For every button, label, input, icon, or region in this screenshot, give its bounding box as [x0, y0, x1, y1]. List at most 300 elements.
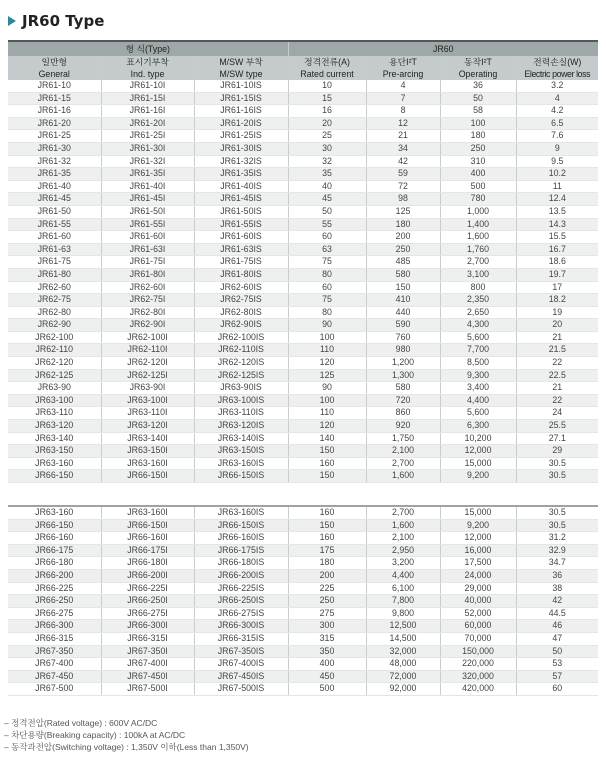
table-cell: 4,300 — [440, 319, 516, 332]
table-cell: 2,700 — [440, 256, 516, 269]
table-cell: 21 — [366, 130, 440, 143]
table-cell: 9,300 — [440, 369, 516, 382]
table-cell: 180 — [366, 218, 440, 231]
table-cell: 22.5 — [516, 369, 598, 382]
section-title — [8, 11, 104, 31]
table-cell: JR61-35I — [101, 168, 194, 181]
table-cell: 1,400 — [440, 218, 516, 231]
table-cell: 980 — [366, 344, 440, 357]
table-cell: JR67-350IS — [194, 645, 288, 658]
table-cell: 4.2 — [516, 105, 598, 118]
table-cell: 18.2 — [516, 294, 598, 307]
table-cell: JR61-80IS — [194, 268, 288, 281]
table-cell: JR63-150IS — [194, 445, 288, 458]
table-cell: 50 — [516, 645, 598, 658]
table-cell: 11 — [516, 180, 598, 193]
table-cell: JR61-10I — [101, 80, 194, 92]
table-cell: 5,600 — [440, 407, 516, 420]
table-cell: 9,200 — [440, 519, 516, 532]
table-cell: JR66-250IS — [194, 595, 288, 608]
table-cell: 250 — [366, 243, 440, 256]
table-cell: 9.5 — [516, 155, 598, 168]
table-cell: JR66-175IS — [194, 544, 288, 557]
table-cell: JR61-35 — [8, 168, 101, 181]
table-cell: JR63-160 — [8, 457, 101, 470]
table-cell: JR62-125IS — [194, 369, 288, 382]
table-cell: 4 — [516, 92, 598, 105]
table-row — [8, 319, 598, 332]
table-cell: JR66-225I — [101, 582, 194, 595]
jr60-group-header: JR60 — [288, 41, 598, 56]
table-cell: JR66-275IS — [194, 607, 288, 620]
table-row — [8, 394, 598, 407]
table-cell: 7.6 — [516, 130, 598, 143]
spec-notes — [4, 717, 249, 753]
table-cell: JR66-180IS — [194, 557, 288, 570]
table-cell: 19 — [516, 306, 598, 319]
table-cell: JR61-15I — [101, 92, 194, 105]
col-operating-ko: 동작I²T — [440, 56, 516, 68]
table-row — [8, 670, 598, 683]
table-cell: JR63-120 — [8, 420, 101, 433]
table-cell: 22 — [516, 394, 598, 407]
table-cell: 45 — [288, 193, 366, 206]
note-breaking-capacity: – 차단용량(Breaking capacity) : 100kA at AC/DC — [4, 730, 186, 740]
table-cell: JR62-80I — [101, 306, 194, 319]
table-cell: JR62-75 — [8, 294, 101, 307]
table-cell: 24,000 — [440, 569, 516, 582]
table-cell: 30 — [288, 142, 366, 155]
table-cell: JR67-500 — [8, 683, 101, 696]
table-cell: JR61-15 — [8, 92, 101, 105]
table-cell: 3.2 — [516, 80, 598, 92]
table-cell: 48,000 — [366, 658, 440, 671]
table-cell: 110 — [288, 407, 366, 420]
table-row — [8, 506, 598, 519]
table-cell: JR66-200I — [101, 569, 194, 582]
table-cell: 440 — [366, 306, 440, 319]
table-cell: 7,700 — [440, 344, 516, 357]
table-cell: JR62-100I — [101, 331, 194, 344]
table-cell: 125 — [288, 369, 366, 382]
table-cell: 2,100 — [366, 532, 440, 545]
table-cell: JR61-45I — [101, 193, 194, 206]
table-cell: 100 — [440, 117, 516, 130]
table-row — [8, 92, 598, 105]
table-cell: 25.5 — [516, 420, 598, 433]
table-cell: JR63-160 — [8, 506, 101, 519]
note-switching-voltage: – 동작과전압(Switching voltage) : 1,350V 이하(Less than 1,350V) — [4, 742, 249, 752]
table-cell: JR63-100IS — [194, 394, 288, 407]
table-cell: 580 — [366, 382, 440, 395]
table-row — [8, 457, 598, 470]
table-row — [8, 645, 598, 658]
table-cell: 410 — [366, 294, 440, 307]
table-cell: 6,300 — [440, 420, 516, 433]
table-row — [8, 218, 598, 231]
table-cell: 7 — [366, 92, 440, 105]
table-cell: JR61-25IS — [194, 130, 288, 143]
table-cell: 12 — [366, 117, 440, 130]
table-cell: 59 — [366, 168, 440, 181]
table-cell: 500 — [440, 180, 516, 193]
table-cell: JR62-90 — [8, 319, 101, 332]
table-cell: 92,000 — [366, 683, 440, 696]
triangle-bullet-icon — [8, 16, 16, 26]
table-cell: JR62-100IS — [194, 331, 288, 344]
table-cell: 180 — [288, 557, 366, 570]
table-row — [8, 557, 598, 570]
table-cell: JR63-160IS — [194, 457, 288, 470]
table-cell: JR67-450IS — [194, 670, 288, 683]
table-cell: 80 — [288, 306, 366, 319]
table-cell: JR63-160I — [101, 506, 194, 519]
table-cell: JR62-110IS — [194, 344, 288, 357]
table-cell: 32.9 — [516, 544, 598, 557]
table-cell: 16.7 — [516, 243, 598, 256]
table-cell: JR66-150I — [101, 470, 194, 483]
table-cell: JR62-60 — [8, 281, 101, 294]
table-cell: JR62-90I — [101, 319, 194, 332]
table-cell: 15 — [288, 92, 366, 105]
table-cell: JR66-175I — [101, 544, 194, 557]
table-cell: 400 — [440, 168, 516, 181]
table-cell: 1,000 — [440, 205, 516, 218]
table-row — [8, 519, 598, 532]
table-cell: JR61-16 — [8, 105, 101, 118]
table-cell: 10 — [288, 80, 366, 92]
table-cell: JR61-32 — [8, 155, 101, 168]
table-cell: 250 — [440, 142, 516, 155]
table-cell: JR63-100 — [8, 394, 101, 407]
table-cell: JR66-300 — [8, 620, 101, 633]
table-cell: JR62-125 — [8, 369, 101, 382]
table-cell: 27.1 — [516, 432, 598, 445]
table-row — [8, 582, 598, 595]
table-cell: JR66-150IS — [194, 470, 288, 483]
table-cell: JR62-100 — [8, 331, 101, 344]
table-row — [8, 658, 598, 671]
table-cell: 2,700 — [366, 506, 440, 519]
table-cell: JR61-20 — [8, 117, 101, 130]
table-cell: 17,500 — [440, 557, 516, 570]
table-row — [8, 243, 598, 256]
table-cell: JR61-63I — [101, 243, 194, 256]
table-row — [8, 231, 598, 244]
table-cell: 125 — [366, 205, 440, 218]
table-cell: 1,750 — [366, 432, 440, 445]
section-title-text: JR60 Type — [22, 12, 105, 30]
table-cell: JR62-60I — [101, 281, 194, 294]
type-group-header: 형 식(Type) — [8, 41, 288, 56]
table-row — [8, 256, 598, 269]
table-row — [8, 130, 598, 143]
table-cell: 42 — [516, 595, 598, 608]
table-cell: JR66-160I — [101, 532, 194, 545]
table-cell: 55 — [288, 218, 366, 231]
table-cell: JR62-110I — [101, 344, 194, 357]
table-row — [8, 344, 598, 357]
col-prearc-ko: 용단I²T — [366, 56, 440, 68]
table-cell: JR62-60IS — [194, 281, 288, 294]
table-cell: JR61-63IS — [194, 243, 288, 256]
table-cell: 50 — [440, 92, 516, 105]
table-cell: JR63-100I — [101, 394, 194, 407]
table-cell: 12.4 — [516, 193, 598, 206]
table-cell: 225 — [288, 582, 366, 595]
table-body-1 — [8, 80, 598, 483]
table-cell: JR61-25I — [101, 130, 194, 143]
table-cell: 300 — [288, 620, 366, 633]
table-cell: 160 — [288, 457, 366, 470]
table-cell: JR66-180 — [8, 557, 101, 570]
table-cell: JR67-450 — [8, 670, 101, 683]
table-cell: 2,700 — [366, 457, 440, 470]
table-cell: 760 — [366, 331, 440, 344]
col-operating-en: Operating — [440, 68, 516, 80]
table-cell: 100 — [288, 394, 366, 407]
table-cell: JR61-80 — [8, 268, 101, 281]
table-cell: 30.5 — [516, 457, 598, 470]
table-cell: JR66-150IS — [194, 519, 288, 532]
table-cell: JR61-35IS — [194, 168, 288, 181]
table-cell: 15,000 — [440, 457, 516, 470]
table-cell: JR63-150 — [8, 445, 101, 458]
table-cell: 4,400 — [440, 394, 516, 407]
table-cell: JR61-55I — [101, 218, 194, 231]
table-row — [8, 620, 598, 633]
table-cell: 90 — [288, 319, 366, 332]
table-cell: 46 — [516, 620, 598, 633]
table-cell: 12,000 — [440, 532, 516, 545]
table-cell: 3,400 — [440, 382, 516, 395]
table-cell: 18.6 — [516, 256, 598, 269]
table-cell: 4 — [366, 80, 440, 92]
table-cell: 9,200 — [440, 470, 516, 483]
table-row — [8, 407, 598, 420]
table-cell: 36 — [516, 569, 598, 582]
table-row — [8, 532, 598, 545]
table-cell: 53 — [516, 658, 598, 671]
table-cell: JR63-110IS — [194, 407, 288, 420]
table-cell: 150 — [366, 281, 440, 294]
table-cell: JR61-55 — [8, 218, 101, 231]
table-cell: 250 — [288, 595, 366, 608]
table-cell: 29,000 — [440, 582, 516, 595]
table-cell: 60 — [288, 231, 366, 244]
table-cell: 13.5 — [516, 205, 598, 218]
table-cell: JR61-63 — [8, 243, 101, 256]
table-cell: 34 — [366, 142, 440, 155]
table-cell: 30.5 — [516, 506, 598, 519]
table-cell: JR61-60I — [101, 231, 194, 244]
table-row — [8, 193, 598, 206]
table-row — [8, 683, 598, 696]
table-row — [8, 420, 598, 433]
table-cell: JR66-315 — [8, 632, 101, 645]
table-cell: 485 — [366, 256, 440, 269]
table-cell: JR61-10IS — [194, 80, 288, 92]
table-cell: JR66-315IS — [194, 632, 288, 645]
table-cell: JR61-55IS — [194, 218, 288, 231]
table-cell: 60 — [516, 683, 598, 696]
table-row — [8, 357, 598, 370]
table-cell: 1,600 — [366, 470, 440, 483]
table-cell: JR61-40 — [8, 180, 101, 193]
table-body-2 — [8, 506, 598, 695]
table-cell: 32,000 — [366, 645, 440, 658]
table-cell: 9,800 — [366, 607, 440, 620]
table-cell: 75 — [288, 256, 366, 269]
table-cell: JR61-60 — [8, 231, 101, 244]
table-cell: JR63-90 — [8, 382, 101, 395]
table-cell: 5,600 — [440, 331, 516, 344]
table-cell: 14,500 — [366, 632, 440, 645]
table-cell: 350 — [288, 645, 366, 658]
col-ind-ko: 표시기부착 — [101, 56, 194, 68]
table-cell: 24 — [516, 407, 598, 420]
col-msw-en: M/SW type — [194, 68, 288, 80]
table-cell: JR67-400I — [101, 658, 194, 671]
table-cell: 72,000 — [366, 670, 440, 683]
table-cell: JR61-25 — [8, 130, 101, 143]
table-cell: JR66-180I — [101, 557, 194, 570]
table-cell: 1,300 — [366, 369, 440, 382]
table-cell: JR61-45 — [8, 193, 101, 206]
table-cell: JR63-140I — [101, 432, 194, 445]
table-cell: 110 — [288, 344, 366, 357]
table-cell: 10.2 — [516, 168, 598, 181]
table-cell: 31.2 — [516, 532, 598, 545]
table-cell: 10,200 — [440, 432, 516, 445]
table-cell: 2,350 — [440, 294, 516, 307]
table-cell: 25 — [288, 130, 366, 143]
table-cell: JR66-200 — [8, 569, 101, 582]
col-loss-en: Electric power loss — [516, 68, 598, 80]
table-cell: JR66-315I — [101, 632, 194, 645]
col-msw-ko: M/SW 부착 — [194, 56, 288, 68]
col-prearc-en: Pre-arcing — [366, 68, 440, 80]
table-cell: JR66-225 — [8, 582, 101, 595]
table-cell: JR61-20IS — [194, 117, 288, 130]
table-cell: 150 — [288, 519, 366, 532]
table-cell: 860 — [366, 407, 440, 420]
table-cell: 1,200 — [366, 357, 440, 370]
table-cell: JR62-120IS — [194, 357, 288, 370]
table-cell: 320,000 — [440, 670, 516, 683]
table-cell: 75 — [288, 294, 366, 307]
table-cell: 6,100 — [366, 582, 440, 595]
table-cell: 1,600 — [440, 231, 516, 244]
table-cell: 160 — [288, 506, 366, 519]
table-cell: 3,100 — [440, 268, 516, 281]
table-cell: 3,200 — [366, 557, 440, 570]
table-cell: 2,650 — [440, 306, 516, 319]
fuse-spec-table-continued — [8, 505, 598, 696]
table-cell: JR61-20I — [101, 117, 194, 130]
table-cell: 400 — [288, 658, 366, 671]
table-cell: 30.5 — [516, 470, 598, 483]
table-cell: 36 — [440, 80, 516, 92]
table-cell: JR66-160 — [8, 532, 101, 545]
table-cell: 90 — [288, 382, 366, 395]
table-cell: JR66-275 — [8, 607, 101, 620]
table-cell: JR66-225IS — [194, 582, 288, 595]
table-cell: 34.7 — [516, 557, 598, 570]
table-cell: 15.5 — [516, 231, 598, 244]
table-cell: JR67-500I — [101, 683, 194, 696]
table-cell: 29 — [516, 445, 598, 458]
table-cell: JR61-60IS — [194, 231, 288, 244]
table-cell: 8,500 — [440, 357, 516, 370]
table-cell: JR61-30 — [8, 142, 101, 155]
table-row — [8, 142, 598, 155]
table-cell: 800 — [440, 281, 516, 294]
table-cell: 50 — [288, 205, 366, 218]
table-row — [8, 155, 598, 168]
table-cell: 1,600 — [366, 519, 440, 532]
table-cell: 9 — [516, 142, 598, 155]
table-cell: JR67-450I — [101, 670, 194, 683]
table-cell: 2,950 — [366, 544, 440, 557]
table-row — [8, 445, 598, 458]
table-cell: JR61-80I — [101, 268, 194, 281]
table-cell: 780 — [440, 193, 516, 206]
table-cell: 40 — [288, 180, 366, 193]
table-cell: 200 — [366, 231, 440, 244]
table-cell: JR61-16IS — [194, 105, 288, 118]
table-cell: JR62-120I — [101, 357, 194, 370]
table-cell: 420,000 — [440, 683, 516, 696]
table-row — [8, 294, 598, 307]
table-cell: 12,500 — [366, 620, 440, 633]
table-cell: JR62-120 — [8, 357, 101, 370]
table-cell: JR63-90I — [101, 382, 194, 395]
table-cell: 7,800 — [366, 595, 440, 608]
table-cell: 40,000 — [440, 595, 516, 608]
table-cell: 160 — [288, 532, 366, 545]
table-cell: JR66-250I — [101, 595, 194, 608]
table-row — [8, 281, 598, 294]
table-cell: JR67-350I — [101, 645, 194, 658]
table-cell: 4,400 — [366, 569, 440, 582]
table-cell: 47 — [516, 632, 598, 645]
table-cell: 57 — [516, 670, 598, 683]
table-cell: JR63-120I — [101, 420, 194, 433]
table-cell: 275 — [288, 607, 366, 620]
table-row — [8, 168, 598, 181]
table-cell: 150 — [288, 445, 366, 458]
table-cell: 150,000 — [440, 645, 516, 658]
table-cell: 21 — [516, 331, 598, 344]
table-cell: JR62-110 — [8, 344, 101, 357]
table-cell: 140 — [288, 432, 366, 445]
table-cell: JR61-45IS — [194, 193, 288, 206]
table-cell: JR61-40I — [101, 180, 194, 193]
table-cell: JR67-400IS — [194, 658, 288, 671]
table-cell: 590 — [366, 319, 440, 332]
table-cell: JR63-110I — [101, 407, 194, 420]
table-cell: 21 — [516, 382, 598, 395]
table-cell: 310 — [440, 155, 516, 168]
table-cell: 58 — [440, 105, 516, 118]
table-row — [8, 105, 598, 118]
table-row — [8, 331, 598, 344]
table-row — [8, 569, 598, 582]
table-cell: 920 — [366, 420, 440, 433]
table-cell: JR61-15IS — [194, 92, 288, 105]
table-cell: JR63-160I — [101, 457, 194, 470]
